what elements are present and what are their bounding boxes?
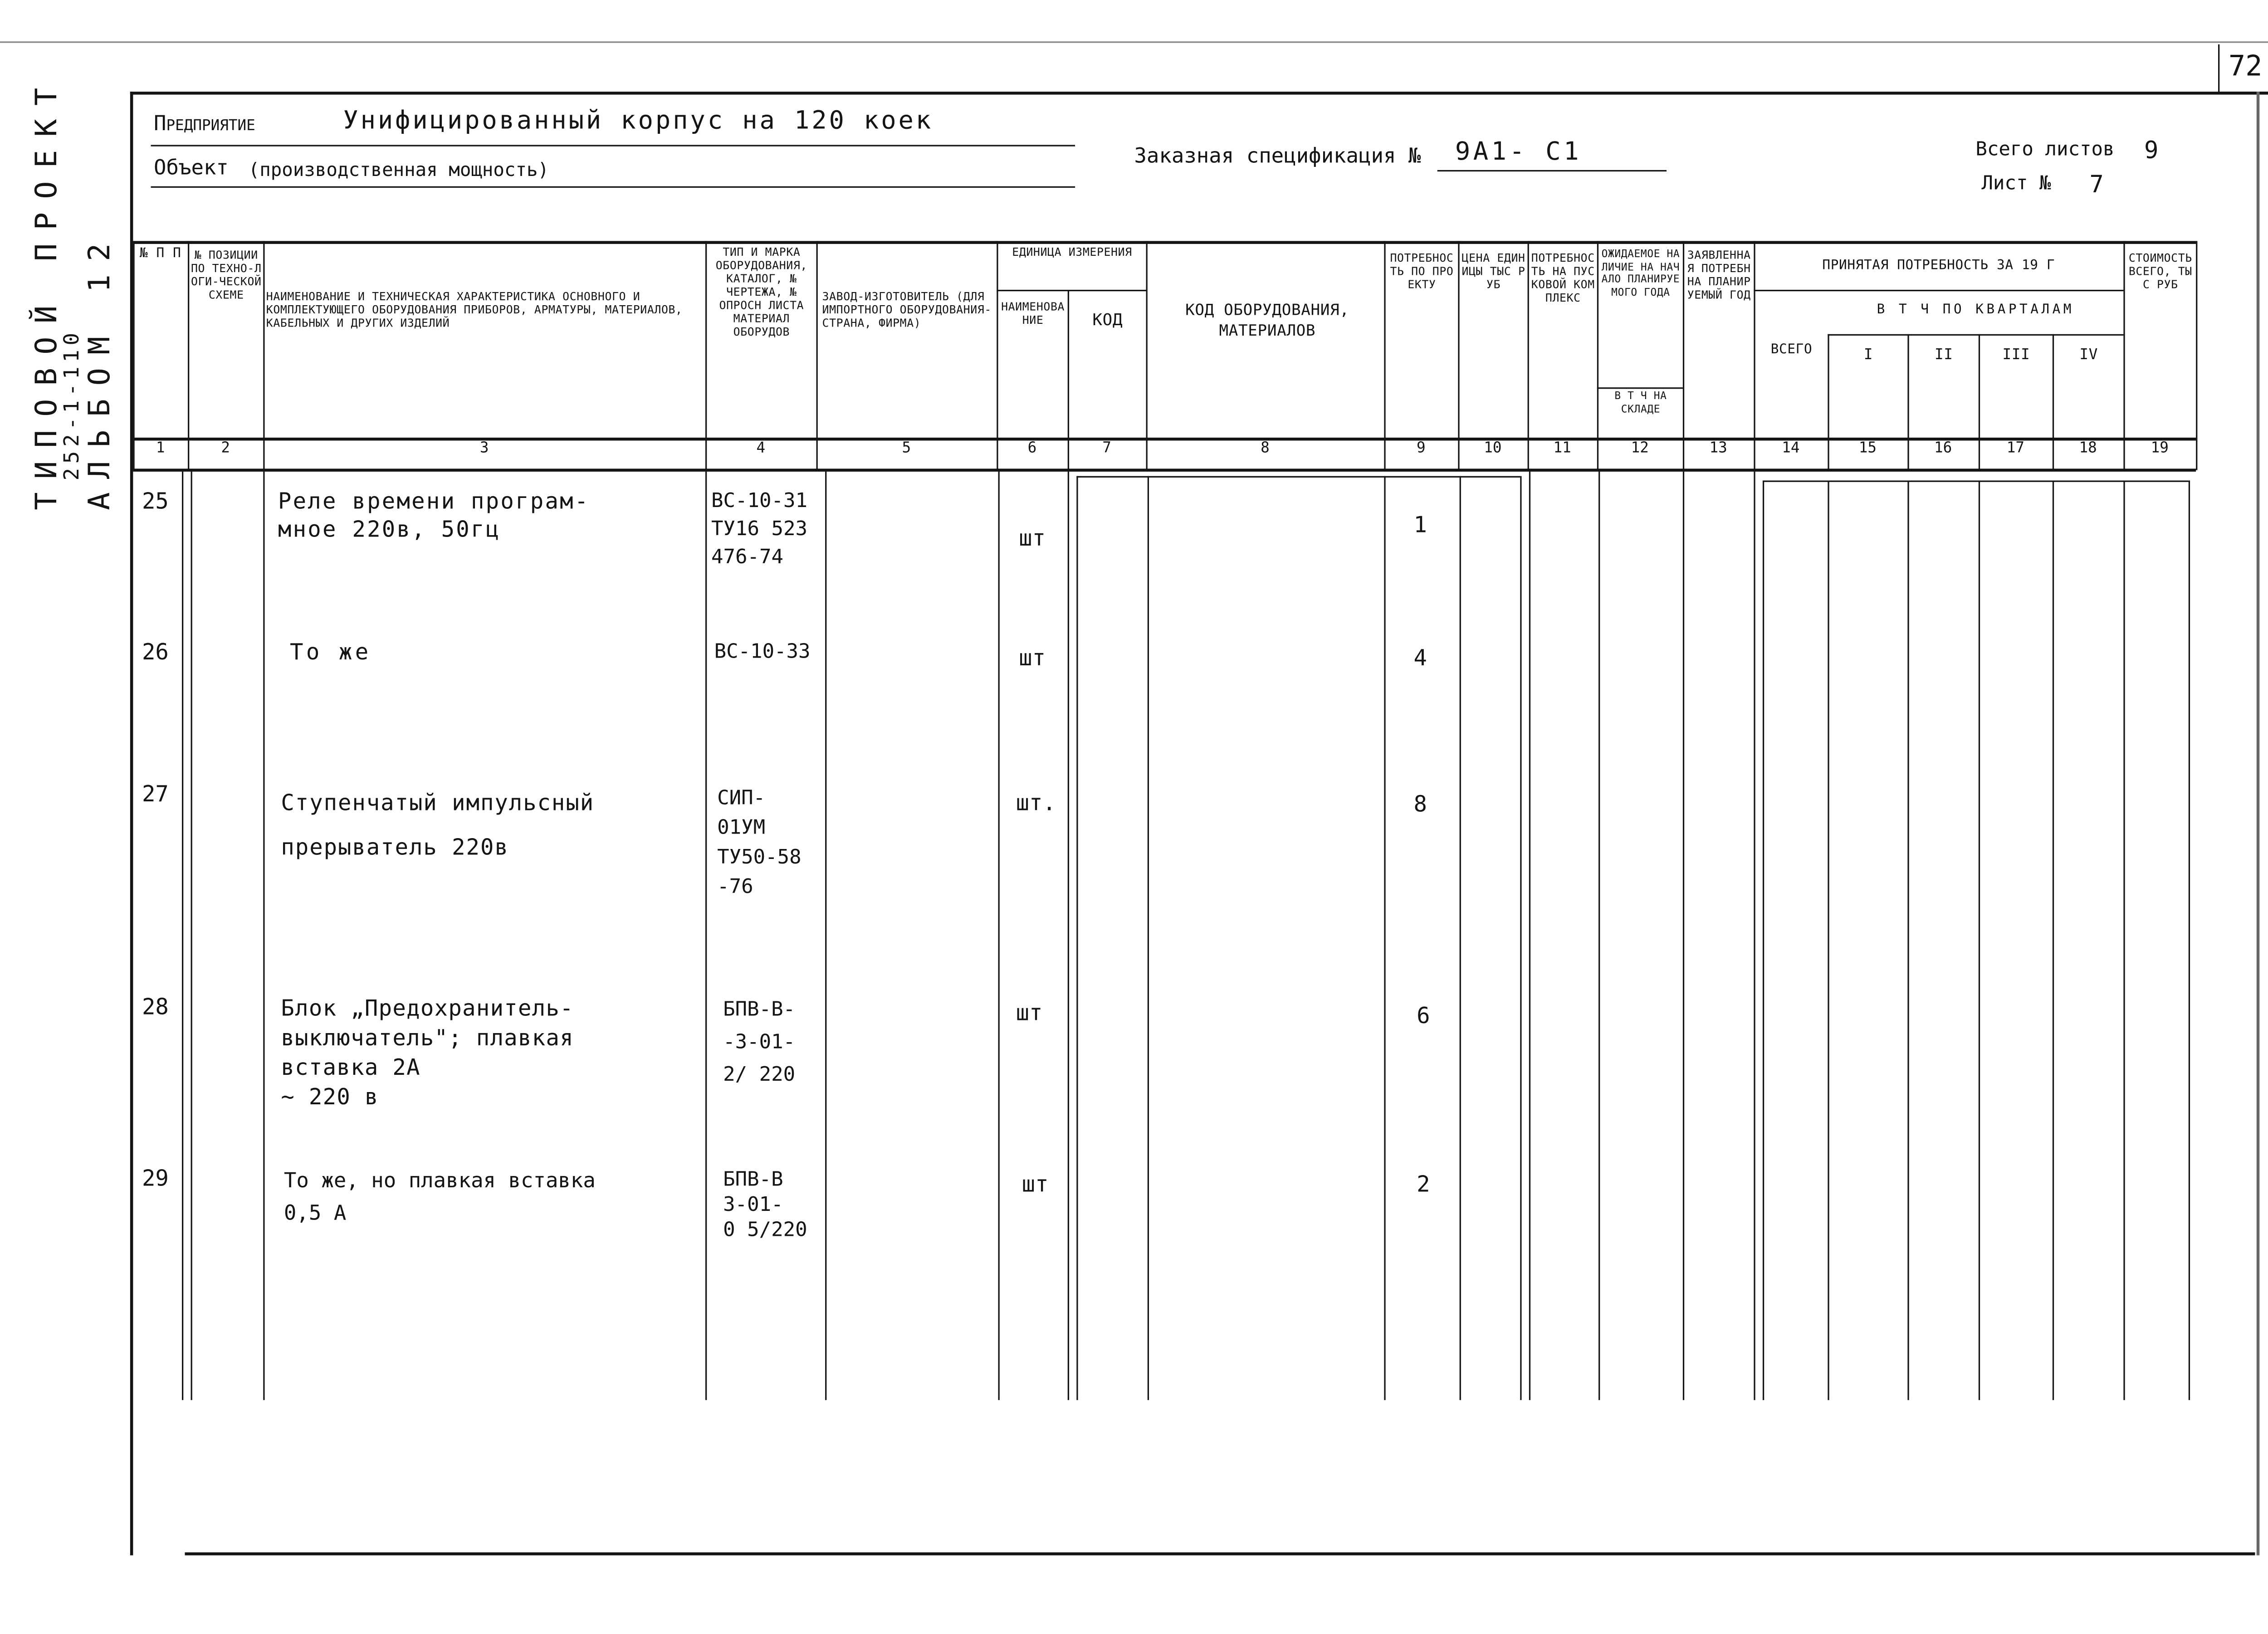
row-number: 26 — [142, 639, 169, 665]
col-header-14: ВСЕГО — [1770, 343, 1813, 358]
col-header-12a: ОЖИДАЕМОЕ НАЛИЧИЕ НА НАЧАЛО ПЛАНИРУЕМОГО ГОДА — [1601, 248, 1680, 298]
item-name: Реле времени програм- мное 220в, 50гц — [278, 488, 590, 543]
item-name: Блок „Предохранитель- выключатель"; плавкая вставка 2А ~ 220 в — [281, 995, 574, 1111]
sheet-number: 72 — [2228, 50, 2263, 83]
enterprise-label: Предприятие — [154, 112, 255, 136]
enterprise-value: Унифицированный корпус на 120 коек — [343, 106, 934, 136]
col-header-2: № ПОЗИЦИИ ПО ТЕХНО-ЛОГИ-ЧЕСКОЙ СХЕМЕ — [191, 248, 262, 302]
total-sheets-label: Всего листов — [1975, 139, 2115, 161]
col-number: 12 — [1631, 440, 1649, 457]
side-stamp-line1: ТИПОВОЙ ПРОЕКТ — [28, 74, 64, 510]
sheet-value: 7 — [2089, 170, 2104, 198]
col-number: 7 — [1102, 440, 1111, 457]
col-number: 14 — [1782, 440, 1800, 457]
col-number: 6 — [1027, 440, 1037, 457]
col-header-16: II — [1934, 347, 1953, 364]
item-name: То же, но плавкая вставка 0,5 А — [284, 1169, 596, 1226]
item-unit: шт. — [1016, 789, 1056, 816]
col-number: 17 — [2006, 440, 2024, 457]
col-header-1: № П П — [139, 247, 181, 262]
quarters-group-header: В Т Ч ПО КВАРТАЛАМ — [1877, 303, 2075, 318]
item-quantity: 1 — [1413, 511, 1427, 538]
col-header-10: ЦЕНА ЕДИНИЦЫ ТЫС РУБ — [1461, 251, 1525, 292]
table-header-bottom — [133, 438, 2196, 440]
col-header-18: IV — [2079, 347, 2098, 364]
col-number: 16 — [1934, 440, 1952, 457]
col-header-13: ЗАЯВЛЕННАЯ ПОТРЕБН НА ПЛАНИРУЕМЫЙ ГОД — [1687, 248, 1751, 302]
col-number: 5 — [902, 440, 911, 457]
item-type: БПВ-В- -3-01- 2/ 220 — [723, 998, 796, 1087]
object-value: (производственная мощность) — [248, 158, 549, 180]
item-name: Ступенчатый импульсный прерыватель 220в — [281, 789, 595, 861]
frame-bottom — [185, 1552, 2255, 1555]
col-number: 13 — [1709, 440, 1727, 457]
row-number: 25 — [142, 488, 169, 515]
frame-right — [2257, 92, 2259, 1555]
col-header-3: НАИМЕНОВАНИЕ И ТЕХНИЧЕСКАЯ ХАРАКТЕРИСТИКА ОСНОВНОГО И КОМПЛЕКТУЮЩЕГО ОБОРУДОВАНИЯ ПРИБОРОВ, АРМАТУРЫ, МАТЕРИАЛОВ, КАБЕЛЬНЫХ И ДРУГИХ ИЗДЕЛИЙ — [266, 289, 683, 330]
col-header-15: I — [1863, 347, 1873, 364]
item-unit: шт — [1016, 999, 1043, 1026]
col-number: 18 — [2079, 440, 2097, 457]
col-number: 10 — [1484, 440, 1502, 457]
sheet-label: Лист № — [1981, 173, 2051, 195]
col-number: 1 — [156, 440, 165, 457]
unit-group-header: ЕДИНИЦА ИЗМЕРЕНИЯ — [1012, 245, 1132, 259]
col-header-12b: В Т Ч НА СКЛАДЕ — [1614, 390, 1667, 415]
row-number: 29 — [142, 1165, 169, 1192]
col-header-9: ПОТРЕБНОСТЬ ПО ПРОЕКТУ — [1390, 251, 1454, 292]
col-header-19: СТОИМОСТЬ ВСЕГО, ТЫС РУБ — [2128, 251, 2192, 292]
col-header-7: КОД — [1092, 310, 1123, 330]
item-unit: шт — [1019, 525, 1046, 551]
col-header-5: ЗАВОД-ИЗГОТОВИТЕЛЬ (ДЛЯ ИМПОРТНОГО ОБОРУДОВАНИЯ-СТРАНА, ФИРМА) — [822, 289, 992, 330]
item-type: ВС-10-33 — [714, 640, 811, 664]
col-number: 3 — [479, 440, 489, 457]
spec-value: 9А1- С1 — [1455, 137, 1582, 167]
item-unit: шт — [1022, 1171, 1049, 1198]
item-quantity: 8 — [1413, 791, 1427, 818]
column-numbers-bottom — [133, 468, 2196, 472]
col-number: 11 — [1553, 440, 1571, 457]
item-type: ВС-10-31 ТУ16 523 476-74 — [711, 489, 808, 570]
col-number: 15 — [1858, 440, 1877, 457]
col-header-17: III — [2002, 347, 2030, 364]
item-type: СИП- 01УМ ТУ50-58 -76 — [717, 786, 802, 899]
side-stamp-line2: 252-1-110 — [60, 328, 84, 481]
item-name: То же — [289, 639, 371, 665]
object-label: Объект — [154, 156, 229, 180]
total-sheets-value: 9 — [2144, 136, 2159, 164]
spec-label: Заказная спецификация № — [1134, 145, 1421, 169]
col-number: 8 — [1261, 440, 1270, 457]
item-quantity: 2 — [1417, 1171, 1430, 1198]
row-number: 28 — [142, 993, 169, 1020]
accepted-group-header: ПРИНЯТАЯ ПОТРЕБНОСТЬ ЗА 19 Г — [1822, 259, 2055, 274]
header-block — [0, 0, 2268, 237]
col-number: 19 — [2151, 440, 2169, 457]
col-header-4: ТИП И МАРКА ОБОРУДОВАНИЯ, КАТАЛОГ, № ЧЕРТЕЖА, № ОПРОСН ЛИСТА МАТЕРИАЛ ОБОРУДОВ — [715, 245, 808, 339]
col-header-11: ПОТРЕБНОСТЬ НА ПУСКОВОЙ КОМПЛЕКС — [1531, 251, 1595, 305]
item-quantity: 4 — [1413, 644, 1427, 672]
table-top-border — [133, 241, 2196, 243]
col-number: 9 — [1417, 440, 1426, 457]
row-number: 27 — [142, 780, 169, 807]
item-type: БПВ-В 3-01- 0 5/220 — [723, 1168, 807, 1242]
item-quantity: 6 — [1417, 1002, 1430, 1029]
col-number: 4 — [756, 440, 766, 457]
col-header-8: КОД ОБОРУДОВАНИЯ, МАТЕРИАЛОВ — [1185, 302, 1349, 340]
side-stamp-line3: АЛЬБОМ 12 — [81, 230, 117, 510]
col-number: 2 — [221, 440, 230, 457]
col-header-6: НАИМЕНОВАНИЕ — [1001, 300, 1065, 327]
item-unit: шт — [1019, 644, 1046, 672]
